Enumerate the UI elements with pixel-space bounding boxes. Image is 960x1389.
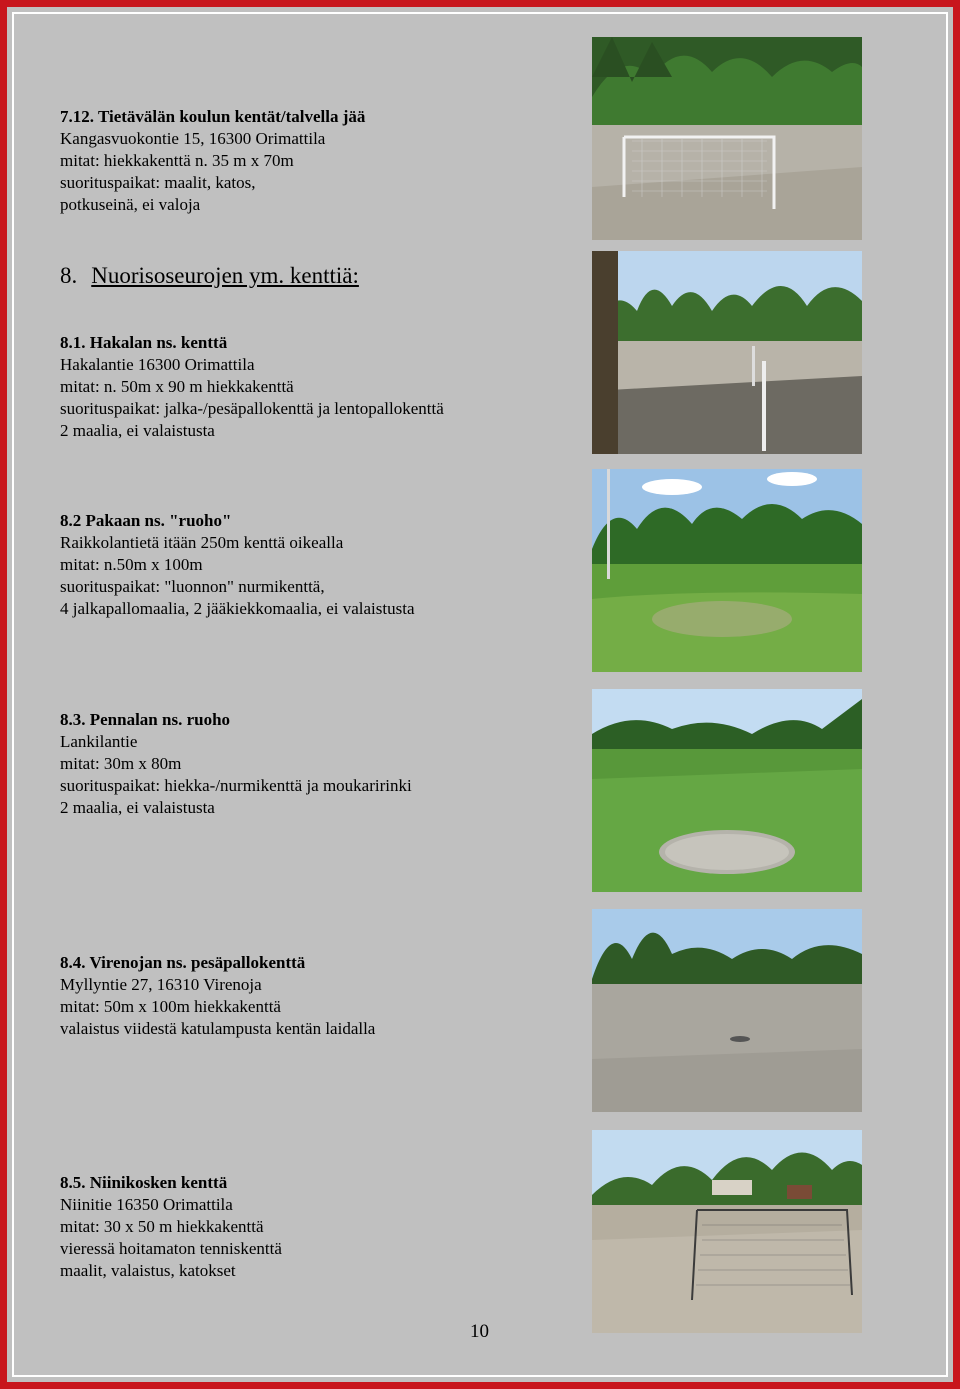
section-title: 8.2 Pakaan ns. "ruoho" (60, 511, 232, 530)
section-line: mitat: n. 50m x 90 m hiekkakenttä (60, 377, 294, 396)
section-line: mitat: 30m x 80m (60, 754, 182, 773)
section-title: 8.3. Pennalan ns. ruoho (60, 710, 231, 729)
section-8-3 (60, 709, 412, 819)
section-8-4 (60, 952, 375, 1040)
section-title: 8.5. Niinikosken kenttä (60, 1173, 228, 1192)
section-line: Kangasvuokontie 15, 16300 Orimattila (60, 129, 326, 148)
photo-tietavala-field (592, 37, 862, 240)
section-line: valaistus viidestä katulampusta kentän laidalla (60, 1019, 376, 1038)
section-line: mitat: hiekkakenttä n. 35 m x 70m (60, 151, 294, 170)
section-line: 4 jalkapallomaalia, 2 jääkiekkomaalia, ei valaistusta (60, 599, 415, 618)
section-title: 8.1. Hakalan ns. kenttä (60, 333, 228, 352)
photo-hakala-field (592, 251, 862, 454)
section-8-5 (60, 1172, 282, 1282)
section-line: maalit, valaistus, katokset (60, 1261, 236, 1280)
page-number: 10 (470, 1321, 489, 1342)
section-line: 2 maalia, ei valaistusta (60, 798, 215, 817)
section-line: suorituspaikat: maalit, katos, (60, 173, 256, 192)
section-line: vieressä hoitamaton tenniskenttä (60, 1239, 282, 1258)
main-heading (60, 262, 359, 290)
section-line: Raikkolantietä itään 250m kenttä oikealla (60, 533, 344, 552)
section-line: mitat: n.50m x 100m (60, 555, 203, 574)
section-line: mitat: 30 x 50 m hiekkakenttä (60, 1217, 264, 1236)
section-line: potkuseinä, ei valoja (60, 195, 201, 214)
section-8-2 (60, 510, 415, 620)
photo-niinikoski-field (592, 1130, 862, 1333)
section-7-12 (60, 106, 365, 216)
heading-title: Nuorisoseurojen ym. kenttiä: (91, 263, 359, 288)
section-line: 2 maalia, ei valaistusta (60, 421, 215, 440)
section-8-1 (60, 332, 444, 442)
photo-pennala-field (592, 689, 862, 892)
section-line: Hakalantie 16300 Orimattila (60, 355, 255, 374)
section-title: 7.12. Tietävälän koulun kentät/talvella jää (60, 107, 366, 126)
section-line: Lankilantie (60, 732, 138, 751)
section-line: Myllyntie 27, 16310 Virenoja (60, 975, 262, 994)
section-line: suorituspaikat: "luonnon" nurmikenttä, (60, 577, 325, 596)
section-line: suorituspaikat: jalka-/pesäpallokenttä ja lentopallokenttä (60, 399, 444, 418)
section-line: mitat: 50m x 100m hiekkakenttä (60, 997, 281, 1016)
section-title: 8.4. Virenojan ns. pesäpallokenttä (60, 953, 306, 972)
photo-pakaa-field (592, 469, 862, 672)
section-line: suorituspaikat: hiekka-/nurmikenttä ja moukaririnki (60, 776, 412, 795)
heading-number: 8. (60, 263, 78, 288)
photo-virenoja-field (592, 909, 862, 1112)
section-line: Niinitie 16350 Orimattila (60, 1195, 233, 1214)
